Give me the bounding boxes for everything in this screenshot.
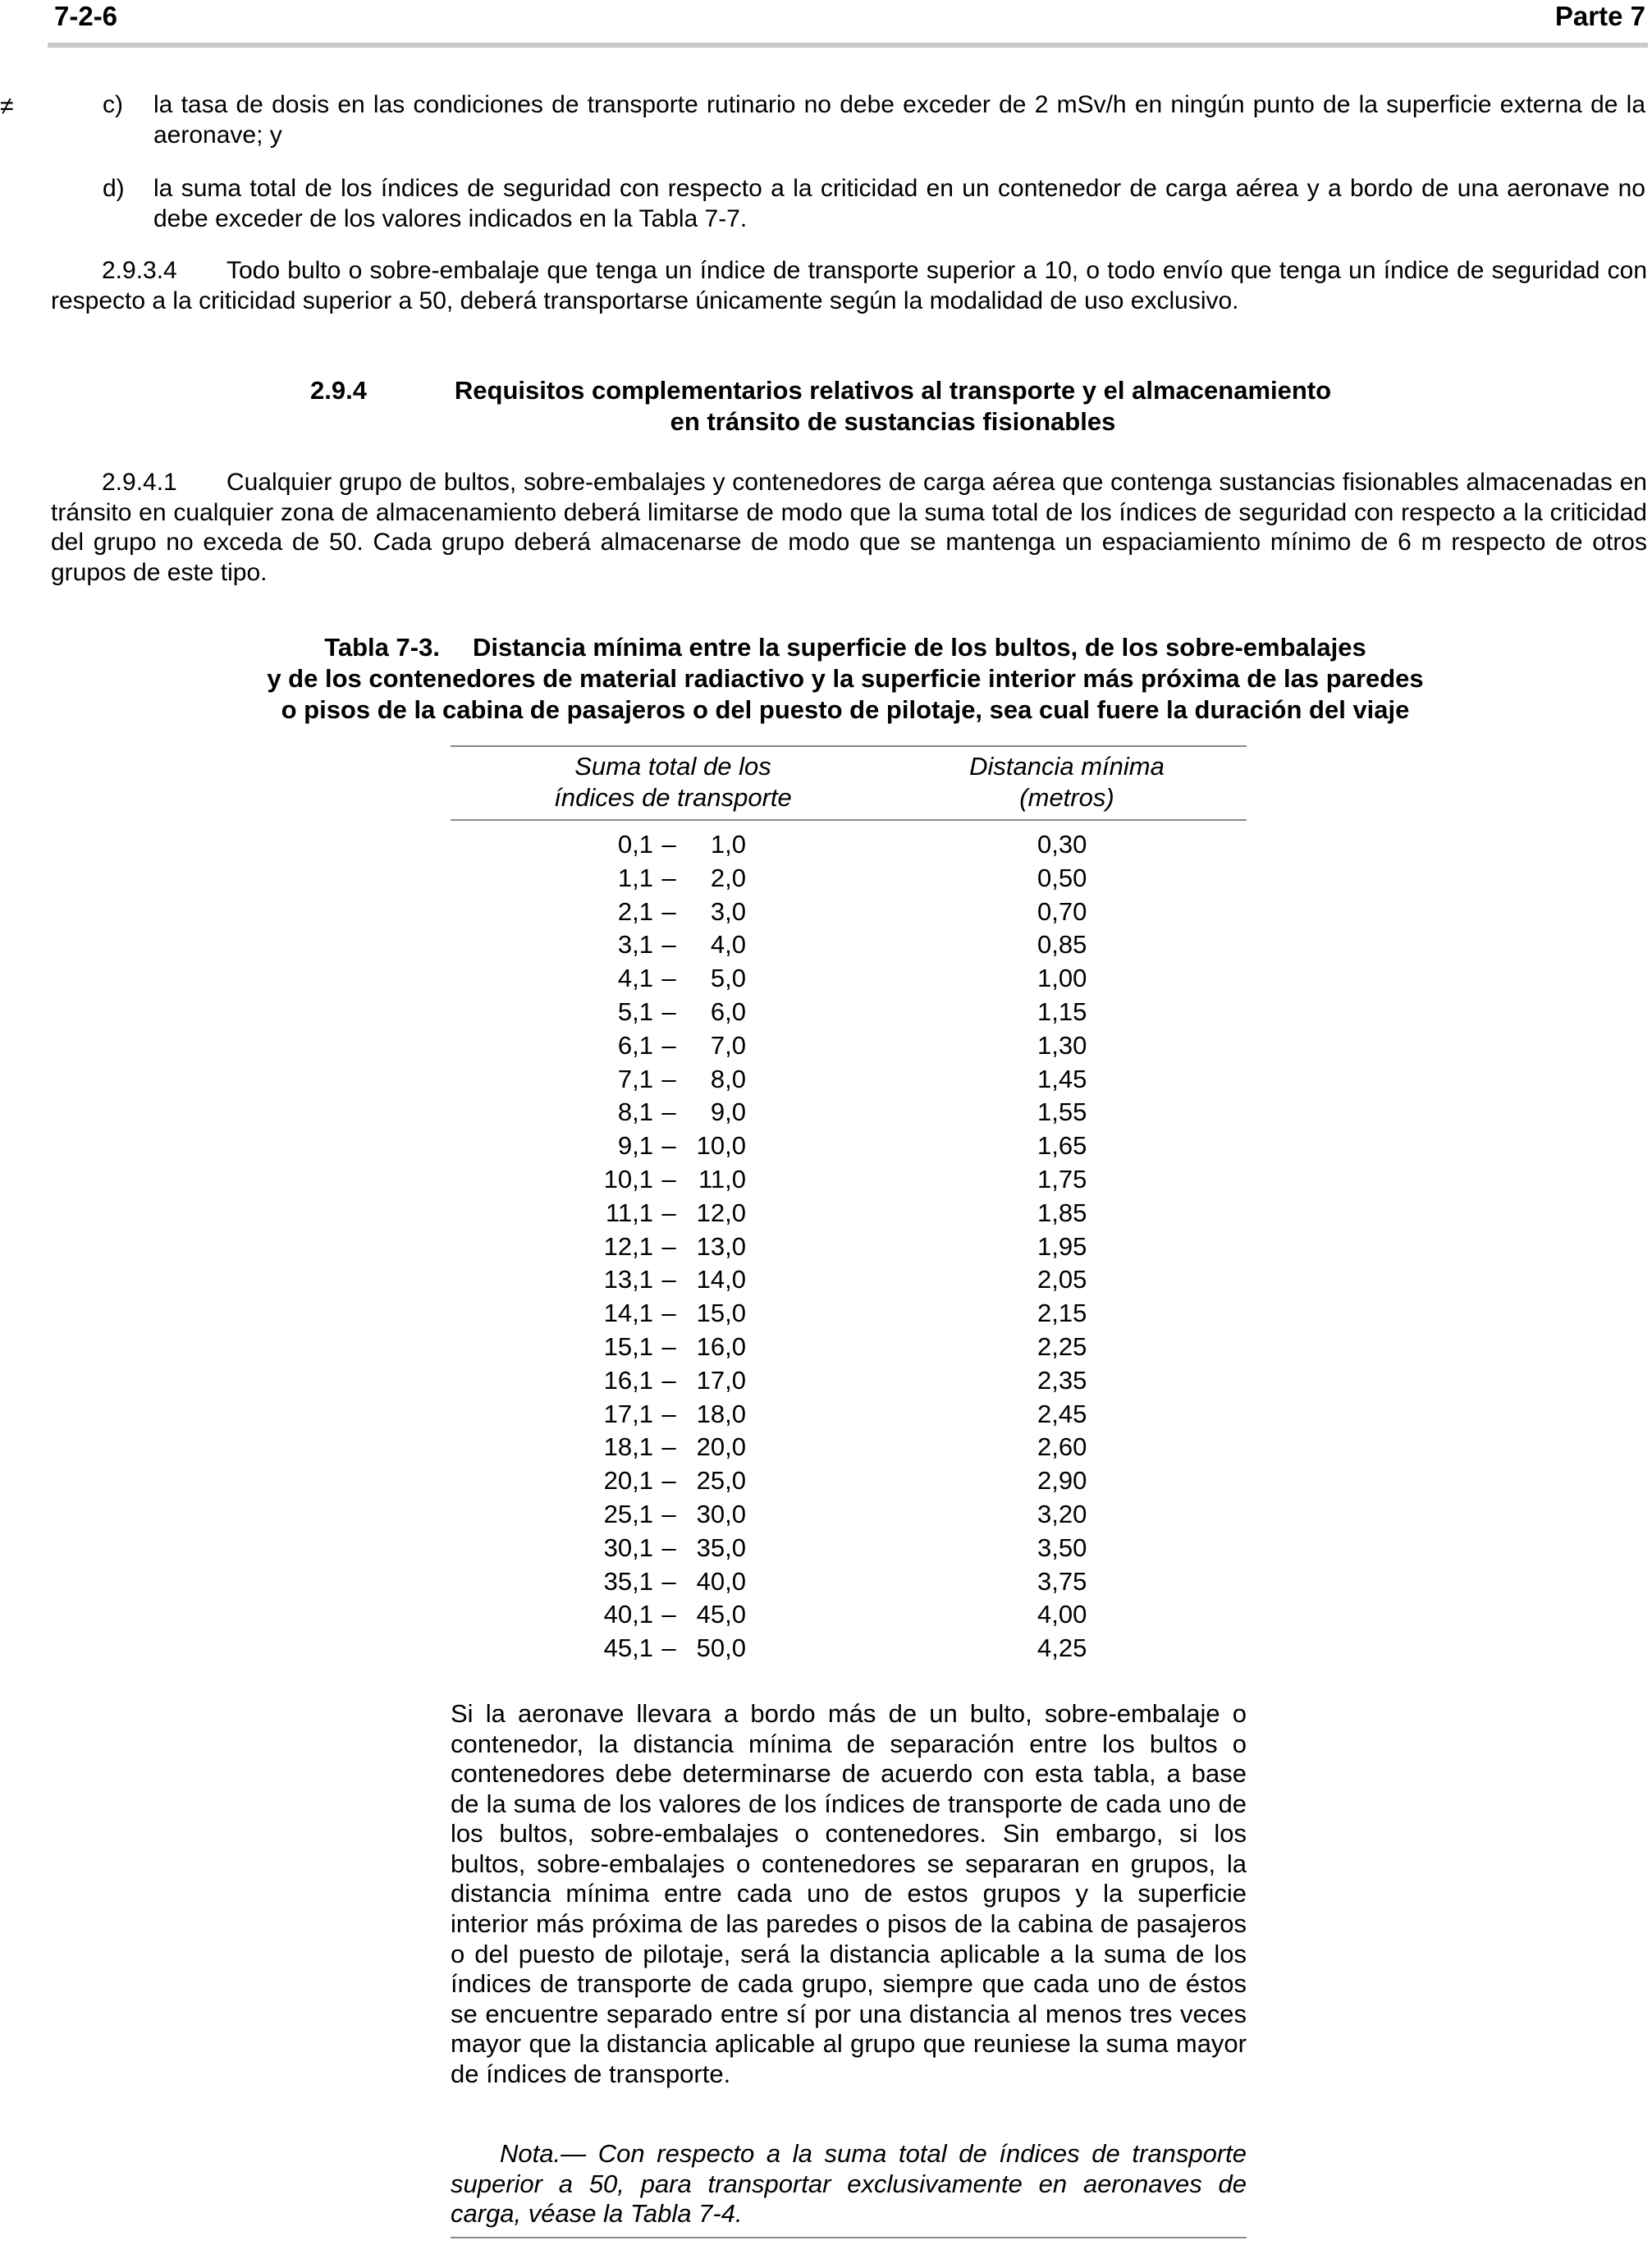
min-distance-value: 2,35 <box>1037 1365 1087 1395</box>
table-row <box>451 1298 1247 1331</box>
table-bottom-rule <box>451 2237 1247 2238</box>
table-row <box>451 1130 1247 1164</box>
table-row <box>451 1432 1247 1465</box>
range-high: 5,0 <box>710 964 746 993</box>
list-item-text: la tasa de dosis en las condiciones de transporte rutinario no debe exceder de 2 mSv/h en ningún punto de la superficie externa de la aeronave; y <box>153 91 1645 149</box>
table-note: Si la aeronave llevara a bordo más de un bulto, sobre-embalaje o contenedor, la distancia mínima de separación entre los bultos o contenedores debe determinarse de acuerdo con esta tabla, a base de la suma de los valores de los índices de transporte de cada uno de los bultos, sobre-embalajes o contenedores. Sin embargo, si los bultos, sobre-embalajes o contenedores se separaran en grupos, la distancia mínima entre cada uno de estos grupos y la superficie interior más próxima de las paredes o pisos de la cabina de pasajeros o del puesto de pilotaje, será la distancia aplicable a la suma de los índices de transporte de cada grupo, siempre que cada uno de éstos se encuentre separado entre sí por una distancia al menos tres veces mayor que la distancia aplicable al grupo que reuniese la suma mayor de índices de transporte. <box>451 1699 1247 2088</box>
table-row <box>451 1599 1247 1633</box>
transport-index-range <box>451 997 746 1028</box>
nota-text: Con respecto a la suma total de índices de transporte superior a 50, para transportar exclusivamente en aeronaves de carga, véase la Tabla 7-4. <box>451 2139 1247 2229</box>
range-dash: – <box>661 997 676 1026</box>
range-high: 2,0 <box>710 863 746 892</box>
min-distance-value: 1,55 <box>1037 1097 1087 1127</box>
range-high: 35,0 <box>696 1533 746 1562</box>
transport-index-range <box>451 1097 746 1128</box>
range-low: 3,1 <box>617 930 653 960</box>
list-item-text: la suma total de los índices de seguridad con respecto a la criticidad en un contenedor de carga aérea y a bordo de una aeronave no debe exceder de los valores indicados en la Tabla 7-7. <box>153 175 1645 232</box>
range-high: 17,0 <box>696 1365 746 1395</box>
range-low: 4,1 <box>617 964 653 993</box>
table-row <box>451 1399 1247 1432</box>
column-header-line-2: índices de transporte <box>554 782 792 812</box>
table-row <box>451 1030 1247 1064</box>
range-high: 18,0 <box>696 1399 746 1428</box>
transport-index-range <box>451 1264 746 1295</box>
range-dash: – <box>661 1332 676 1361</box>
range-high: 3,0 <box>710 896 746 926</box>
table-row <box>451 1097 1247 1130</box>
range-high: 16,0 <box>696 1332 746 1361</box>
range-dash: – <box>661 1566 676 1596</box>
table-row <box>451 1566 1247 1600</box>
range-high: 50,0 <box>696 1633 746 1663</box>
min-distance-value: 4,25 <box>1037 1633 1087 1663</box>
range-high: 1,0 <box>710 830 746 859</box>
min-distance-value: 3,75 <box>1037 1566 1087 1596</box>
caption-line-3: o pisos de la cabina de pasajeros o del puesto de pilotaje, sea cual fuere la duración del viaje <box>281 694 1410 724</box>
min-distance-value: 1,75 <box>1037 1165 1087 1194</box>
min-distance-value: 0,85 <box>1037 930 1087 960</box>
range-low: 12,1 <box>603 1231 653 1261</box>
column-header-min-distance <box>903 751 1231 813</box>
range-low: 6,1 <box>617 1030 653 1060</box>
range-low: 17,1 <box>603 1399 653 1428</box>
range-high: 45,0 <box>696 1600 746 1629</box>
paragraph-2-9-3-4 <box>51 256 1647 316</box>
range-high: 6,0 <box>710 997 746 1026</box>
min-distance-value: 2,05 <box>1037 1265 1087 1294</box>
range-low: 1,1 <box>617 863 653 892</box>
nota-label: Nota.— <box>500 2139 587 2168</box>
transport-index-range <box>451 1533 746 1564</box>
transport-index-range <box>451 863 746 894</box>
section-title-line-2: en tránsito de sustancias fisionables <box>670 406 1116 436</box>
range-dash: – <box>661 964 676 993</box>
list-item-label: d) <box>103 175 125 202</box>
table-row <box>451 1465 1247 1499</box>
min-distance-value: 2,60 <box>1037 1432 1087 1462</box>
section-title-line-1: Requisitos complementarios relativos al transporte y el almacenamiento <box>454 376 1332 405</box>
range-low: 13,1 <box>603 1265 653 1294</box>
range-high: 13,0 <box>696 1231 746 1261</box>
range-low: 14,1 <box>603 1299 653 1328</box>
nota <box>451 2139 1247 2229</box>
range-dash: – <box>661 863 676 892</box>
range-high: 10,0 <box>696 1131 746 1161</box>
table-row <box>451 1365 1247 1399</box>
paragraph-2-9-4-1 <box>51 468 1647 588</box>
range-dash: – <box>661 896 676 926</box>
transport-index-range <box>451 1164 746 1195</box>
table-row <box>451 1198 1247 1231</box>
range-dash: – <box>661 1399 676 1428</box>
range-dash: – <box>661 1064 676 1093</box>
min-distance-value: 1,95 <box>1037 1231 1087 1261</box>
range-high: 25,0 <box>696 1466 746 1496</box>
table-row <box>451 963 1247 997</box>
range-dash: – <box>661 1198 676 1227</box>
min-distance-value: 1,85 <box>1037 1198 1087 1227</box>
range-dash: – <box>661 1165 676 1194</box>
range-dash: – <box>661 1365 676 1395</box>
min-distance-value: 1,45 <box>1037 1064 1087 1093</box>
column-header-line-1: Distancia mínima <box>969 752 1165 781</box>
transport-index-range <box>451 1465 746 1496</box>
part-label: Parte 7 <box>1554 1 1645 31</box>
range-dash: – <box>661 830 676 859</box>
range-high: 12,0 <box>696 1198 746 1227</box>
min-distance-value: 1,00 <box>1037 964 1087 993</box>
table-row <box>451 929 1247 963</box>
range-low: 7,1 <box>617 1064 653 1093</box>
transport-index-range <box>451 1298 746 1329</box>
range-dash: – <box>661 1600 676 1629</box>
table-row <box>451 1064 1247 1097</box>
min-distance-value: 0,30 <box>1037 830 1087 859</box>
range-dash: – <box>661 1500 676 1528</box>
min-distance-value: 3,50 <box>1037 1533 1087 1562</box>
paragraph-text: Todo bulto o sobre-embalaje que tenga un índice de transporte superior a 10, o todo envío que tenga un índice de seguridad con respecto a la criticidad superior a 50, deberá transportarse únicamente según la modalidad de uso exclusivo. <box>51 257 1647 314</box>
table-row <box>451 1331 1247 1365</box>
min-distance-value: 1,15 <box>1037 997 1087 1026</box>
table-row <box>451 829 1247 863</box>
list-item-label: c) <box>103 91 123 118</box>
min-distance-value: 2,90 <box>1037 1466 1087 1496</box>
section-number: 2.9.4 <box>310 376 367 405</box>
table-row <box>451 896 1247 930</box>
min-distance-value: 3,20 <box>1037 1500 1087 1528</box>
transport-index-range <box>451 1030 746 1061</box>
range-dash: – <box>661 1231 676 1261</box>
range-low: 0,1 <box>617 830 653 859</box>
range-low: 8,1 <box>617 1097 653 1127</box>
range-dash: – <box>661 1097 676 1127</box>
transport-index-range <box>451 1432 746 1463</box>
range-high: 11,0 <box>698 1165 746 1194</box>
table-row <box>451 863 1247 896</box>
transport-index-range <box>451 929 746 960</box>
range-low: 15,1 <box>603 1332 653 1361</box>
range-high: 14,0 <box>696 1265 746 1294</box>
range-high: 15,0 <box>696 1299 746 1328</box>
range-low: 2,1 <box>617 896 653 926</box>
range-high: 30,0 <box>696 1500 746 1528</box>
range-low: 16,1 <box>603 1365 653 1395</box>
transport-index-range <box>451 896 746 928</box>
table-top-rule <box>451 745 1247 747</box>
range-high: 7,0 <box>710 1030 746 1060</box>
table-row <box>451 1499 1247 1533</box>
range-low: 20,1 <box>603 1466 653 1496</box>
range-high: 9,0 <box>710 1097 746 1127</box>
range-low: 5,1 <box>617 997 653 1026</box>
range-dash: – <box>661 1299 676 1328</box>
min-distance-value: 4,00 <box>1037 1600 1087 1629</box>
min-distance-value: 2,45 <box>1037 1399 1087 1428</box>
table-row <box>451 1164 1247 1198</box>
paragraph-number: 2.9.3.4 <box>102 257 177 284</box>
min-distance-value: 0,50 <box>1037 863 1087 892</box>
min-distance-value: 2,15 <box>1037 1299 1087 1328</box>
caption-line-2: y de los contenedores de material radiactivo y la superficie interior más próxima de las paredes <box>267 663 1424 693</box>
range-low: 18,1 <box>603 1432 653 1462</box>
min-distance-value: 1,30 <box>1037 1030 1087 1060</box>
range-dash: – <box>661 1432 676 1462</box>
range-low: 45,1 <box>603 1633 653 1663</box>
range-dash: – <box>661 930 676 960</box>
table-row <box>451 1533 1247 1566</box>
range-high: 20,0 <box>696 1432 746 1462</box>
change-mark: ≠ <box>0 93 14 120</box>
range-dash: – <box>661 1265 676 1294</box>
caption-line-1: Distancia mínima entre la superficie de los bultos, de los sobre-embalajes <box>472 633 1366 662</box>
table-row <box>451 1264 1247 1298</box>
transport-index-range <box>451 1064 746 1095</box>
transport-index-range <box>451 1231 746 1262</box>
min-distance-value: 2,25 <box>1037 1332 1087 1361</box>
range-low: 10,1 <box>603 1165 653 1194</box>
transport-index-range <box>451 1499 746 1530</box>
transport-index-range <box>451 1399 746 1430</box>
range-high: 8,0 <box>710 1064 746 1093</box>
transport-index-range <box>451 1599 746 1630</box>
column-header-transport-index <box>460 751 886 813</box>
table-header-rule <box>451 819 1247 821</box>
paragraph-text: Cualquier grupo de bultos, sobre-embalajes y contenedores de carga aérea que contenga sustancias fisionables almacenadas en tránsito en cualquier zona de almacenamiento deberá limitarse de modo que la suma total de los índices de seguridad con respecto a la criticidad del grupo no exceda de 50. Cada grupo deberá almacenarse de modo que se mantenga un espaciamiento mínimo de 6 m respecto de otros grupos de este tipo. <box>51 469 1647 586</box>
range-dash: – <box>661 1466 676 1496</box>
range-high: 4,0 <box>710 930 746 960</box>
range-low: 40,1 <box>603 1600 653 1629</box>
transport-index-range <box>451 1130 746 1161</box>
transport-index-range <box>451 829 746 860</box>
column-header-line-1: Suma total de los <box>574 752 771 781</box>
transport-index-range <box>451 963 746 994</box>
range-dash: – <box>661 1030 676 1060</box>
transport-index-range <box>451 1365 746 1396</box>
list-item-d <box>103 174 1645 234</box>
transport-index-range <box>451 1331 746 1363</box>
header-rule <box>48 43 1648 48</box>
range-dash: – <box>661 1131 676 1161</box>
range-dash: – <box>661 1633 676 1663</box>
table-row <box>451 1633 1247 1666</box>
transport-index-range <box>451 1566 746 1597</box>
table-caption <box>189 632 1502 725</box>
table-row <box>451 997 1247 1030</box>
page-number: 7-2-6 <box>54 1 118 31</box>
range-low: 11,1 <box>605 1198 653 1227</box>
table-row <box>451 1231 1247 1265</box>
min-distance-value: 0,70 <box>1037 896 1087 926</box>
range-low: 9,1 <box>617 1131 653 1161</box>
page-header <box>49 0 1645 33</box>
range-high: 40,0 <box>696 1566 746 1596</box>
transport-index-range <box>451 1198 746 1229</box>
min-distance-value: 1,65 <box>1037 1131 1087 1161</box>
table-number: Tabla 7-3. <box>324 633 440 662</box>
range-dash: – <box>661 1533 676 1562</box>
range-low: 35,1 <box>603 1566 653 1596</box>
paragraph-number: 2.9.4.1 <box>102 469 177 496</box>
column-header-line-2: (metros) <box>1019 782 1114 812</box>
range-low: 30,1 <box>603 1533 653 1562</box>
list-item-c <box>103 90 1645 150</box>
range-low: 25,1 <box>603 1500 653 1528</box>
transport-index-range <box>451 1633 746 1664</box>
